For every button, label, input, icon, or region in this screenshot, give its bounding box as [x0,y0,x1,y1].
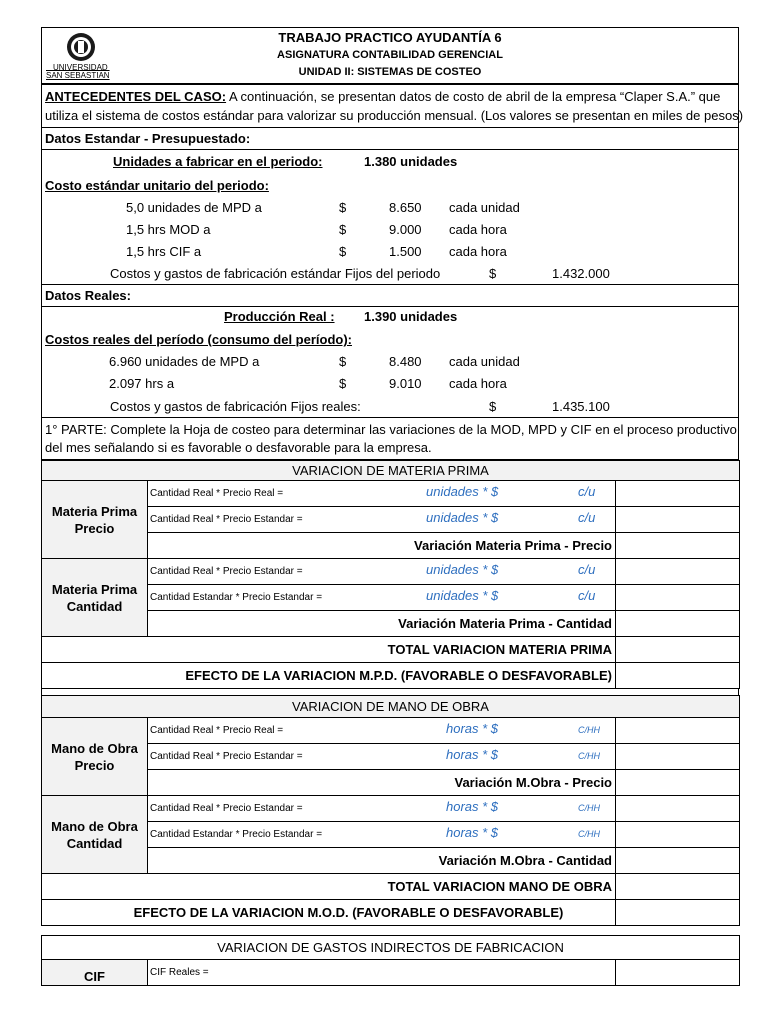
mp-var-cantidad: Variación Materia Prima - Cantidad [148,611,616,637]
mo-formula-3 [148,796,616,822]
mo-unit-4: horas * $ [446,825,499,840]
mp-value-4[interactable] [616,559,740,585]
std-val-3: 1.500 [389,244,422,259]
cif-value-1[interactable] [616,960,740,986]
real-fixed-cur: $ [489,399,497,414]
mp-value-3[interactable] [616,533,740,559]
estandar-heading: Datos Estandar - Presupuestado: [45,131,251,146]
prod-label: Producción Real : [224,309,335,324]
logo-text-1: UNIVERSIDAD [53,63,108,72]
cif-formula-1 [148,960,616,986]
mo-total: TOTAL VARIACION MANO DE OBRA [42,874,616,900]
std-cur-2: $ [339,222,347,237]
unit-title: UNIDAD II: SISTEMAS DE COSTEO [298,66,482,78]
std-cur-1: $ [339,200,347,215]
mo-formula-2-text: Cantidad Real * Precio Estandar = [150,751,303,762]
header-row [42,28,738,84]
mp-per-3: c/u [578,562,596,577]
mo-value-2[interactable] [616,744,740,770]
mo-cantidad-label: Mano de Obra Cantidad [42,796,148,874]
mo-formula-1 [148,718,616,744]
mo-unit-1: horas * $ [446,721,499,736]
real-val-2: 9.010 [389,376,422,391]
mo-formula-4 [148,822,616,848]
page-title: TRABAJO PRACTICO AYUDANTÍA 6 [278,30,502,45]
mp-formula-1-text: Cantidad Real * Precio Real = [150,488,284,499]
mp-total-value[interactable] [616,637,740,663]
instruction-line-1: 1° PARTE: Complete la Hoja de costeo para determinar las variaciones de la MOD, MPD y CIF en el proceso productivo [45,422,737,437]
prod-value: 1.390 unidades [364,309,458,324]
mo-value-1[interactable] [616,718,740,744]
mo-value-5[interactable] [616,822,740,848]
std-cur-3: $ [339,244,347,259]
std-val-2: 9.000 [389,222,422,237]
mp-formula-2-text: Cantidad Real * Precio Estandar = [150,514,303,525]
mo-value-3[interactable] [616,770,740,796]
antecedentes-heading: ANTECEDENTES DEL CASO: [45,89,227,104]
mo-var-precio: Variación M.Obra - Precio [148,770,616,796]
mo-total-value[interactable] [616,874,740,900]
mo-unit-2: horas * $ [446,747,499,762]
real-val-1: 8.480 [389,354,422,369]
mo-unit-3: horas * $ [446,799,499,814]
mo-title: VARIACION DE MANO DE OBRA [42,696,740,718]
mo-formula-1-text: Cantidad Real * Precio Real = [150,725,284,736]
std-fixed-cur: $ [489,266,497,281]
subject-title: ASIGNATURA CONTABILIDAD GERENCIAL [277,49,503,61]
real-cost-label: Costos reales del período (consumo del período): [45,332,352,347]
antecedentes-line-2: utiliza el sistema de costos estándar para valorizar su producción mensual. (Los valores se presentan en miles de pesos) [45,108,744,123]
mp-value-6[interactable] [616,611,740,637]
mp-value-5[interactable] [616,585,740,611]
mo-formula-4-text: Cantidad Estandar * Precio Estandar = [150,829,323,840]
units-label: Unidades a fabricar en el periodo: [113,154,323,169]
instruction-row [42,418,738,460]
estandar-heading-row [42,128,738,150]
mo-var-cantidad: Variación M.Obra - Cantidad [148,848,616,874]
antecedentes-line-1: A continuación, se presentan datos de costo de abril de la empresa “Claper S.A.” que [226,89,721,104]
reales-heading: Datos Reales: [45,288,131,303]
mp-unit-1: unidades * $ [426,484,499,499]
real-per-2: cada hora [449,376,507,391]
mp-efecto-value[interactable] [616,663,740,689]
std-per-3: cada hora [449,244,507,259]
std-qty-2: 1,5 hrs MOD a [126,222,211,237]
mp-per-4: c/u [578,588,596,603]
mp-unit-4: unidades * $ [426,588,499,603]
reales-heading-row [42,285,738,307]
mp-precio-label: Materia Prima Precio [42,481,148,559]
real-qty-2: 2.097 hrs a [109,376,175,391]
std-qty-1: 5,0 unidades de MPD a [126,200,262,215]
mp-var-precio: Variación Materia Prima - Precio [148,533,616,559]
reales-data [42,307,738,418]
mo-precio-label: Mano de Obra Precio [42,718,148,796]
mo-value-4[interactable] [616,796,740,822]
mp-unit-3: unidades * $ [426,562,499,577]
std-per-2: cada hora [449,222,507,237]
mp-cantidad-label: Materia Prima Cantidad [42,559,148,637]
units-value: 1.380 unidades [364,154,458,169]
real-fixed-label: Costos y gastos de fabricación Fijos reales: [110,399,361,414]
mo-per-4: C/HH [578,829,600,839]
worksheet [41,27,744,986]
std-val-1: 8.650 [389,200,422,215]
mp-efecto: EFECTO DE LA VARIACION M.P.D. (FAVORABLE O DESFAVORABLE) [42,663,616,689]
mo-value-6[interactable] [616,848,740,874]
mano-obra-table [41,695,740,926]
mp-per-1: c/u [578,484,596,499]
mp-formula-3 [148,559,616,585]
mo-efecto: EFECTO DE LA VARIACION M.O.D. (FAVORABLE O DESFAVORABLE) [42,900,616,926]
cif-label: CIF [42,960,148,986]
mp-formula-4-text: Cantidad Estandar * Precio Estandar = [150,592,323,603]
separator-2 [41,926,739,935]
std-fixed-value: 1.432.000 [552,266,610,281]
std-qty-3: 1,5 hrs CIF a [126,244,202,259]
mp-formula-2 [148,507,616,533]
mo-per-1: C/HH [578,725,600,735]
antecedentes-row [42,84,744,128]
cif-table [41,935,740,986]
std-fixed-label: Costos y gastos de fabricación estándar Fijos del periodo [110,266,441,281]
materia-prima-table [41,460,740,689]
real-per-1: cada unidad [449,354,520,369]
mp-title: VARIACION DE MATERIA PRIMA [42,461,740,481]
mo-efecto-value[interactable] [616,900,740,926]
instruction-line-2: del mes señalando si es favorable o desfavorable para la empresa. [45,440,432,455]
std-per-1: cada unidad [449,200,520,215]
mp-value-1[interactable] [616,481,740,507]
estandar-data [42,150,738,285]
cif-title: VARIACION DE GASTOS INDIRECTOS DE FABRICACION [42,936,740,960]
mp-formula-4 [148,585,616,611]
mp-per-2: c/u [578,510,596,525]
mo-formula-3-text: Cantidad Real * Precio Estandar = [150,803,303,814]
mp-value-2[interactable] [616,507,740,533]
mp-formula-3-text: Cantidad Real * Precio Estandar = [150,566,303,577]
mp-unit-2: unidades * $ [426,510,499,525]
mo-per-2: C/HH [578,751,600,761]
mo-formula-2 [148,744,616,770]
real-cur-2: $ [339,376,347,391]
mo-per-3: C/HH [578,803,600,813]
cif-formula-1-text: CIF Reales = [150,967,209,978]
logo-text-2: SAN SEBASTIAN [46,71,110,80]
mp-formula-1 [148,481,616,507]
unit-cost-label: Costo estándar unitario del periodo: [45,178,269,193]
real-qty-1: 6.960 unidades de MPD a [109,354,260,369]
real-fixed-value: 1.435.100 [552,399,610,414]
mp-total: TOTAL VARIACION MATERIA PRIMA [42,637,616,663]
real-cur-1: $ [339,354,347,369]
case-block [41,27,744,460]
